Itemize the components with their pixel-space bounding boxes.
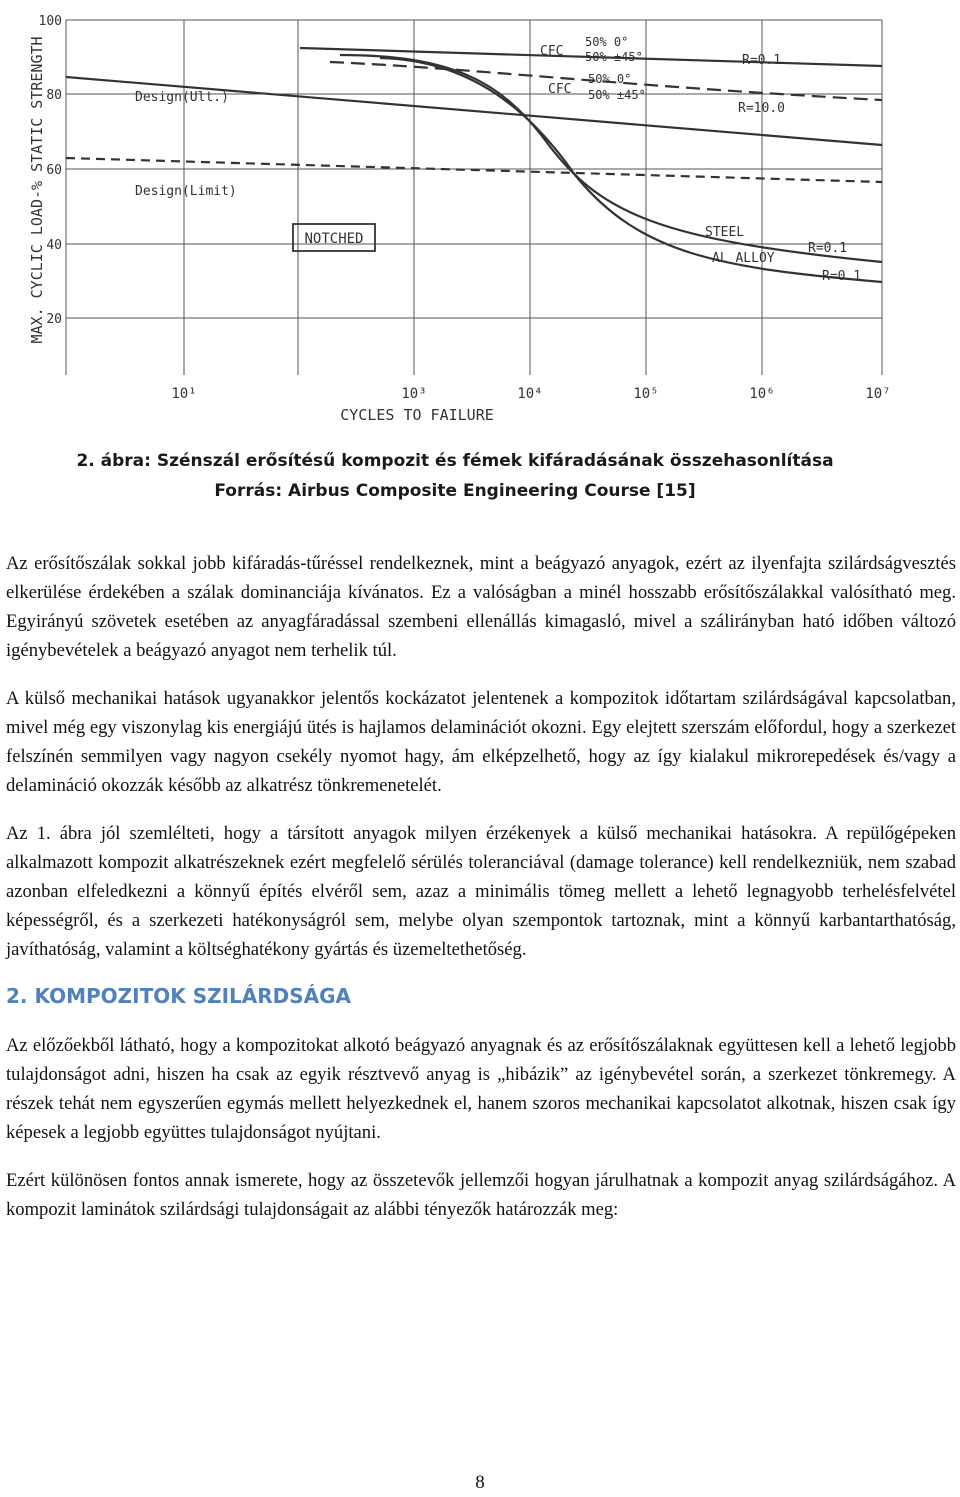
paragraph: Az erősítőszálak sokkal jobb kifáradás-tűréssel rendelkeznek, mint a beágyazó anyagok, ezért az ilyenfajta szilárdságvesztés elkerülése érdekében a szálak dominanciája kívánatos. Ez a valóságban a minél hosszabb erősítőszálakkal valósítható meg. Egyirányú szövetek esetében az anyagfáradással szembeni ellenállás kimagasló, mivel a szálirányban ható időben változó igénybevételek a beágyazó anyagot nem terhelik túl.: [6, 553, 956, 661]
body-text: [6, 549, 956, 1243]
y-tick: 40: [46, 238, 62, 253]
steel-r-label: R=0.1: [808, 241, 848, 256]
alloy-r-label: R=0.1: [822, 269, 862, 284]
y-tick: 60: [46, 163, 62, 178]
paragraph: Az 1. ábra jól szemlélteti, hogy a társított anyagok milyen érzékenyek a külső mechanikai hatásokra. A repülőgépeken alkalmazott kompozit alkatrészeknek ezért megfelelő sérülés toleranciával (damage tolerance) kell rendelkezniük, nem szabad azonban elfeledkezni a könnyű építés elvéről sem, azaz a minimális tömeg mellett a lehető legnagyobb terhelésfelvétel képességről, és a szerkezeti hatékonyságról sem, melybe olyan szempontok tartoznak, mint a könnyű karbantarthatóság, javíthatóság, valamint a költséghatékony gyártás és üzemeltethetőség.: [6, 823, 956, 960]
figure-caption: 2. ábra: Szénszál erősítésű kompozit és fémek kifáradásának összehasonlítása: [76, 451, 834, 471]
alloy-label: AL ALLOY: [712, 251, 775, 266]
y-tick: 20: [46, 312, 62, 327]
design-limit-label: Design(Limit): [135, 184, 237, 199]
cfc-2-name: CFC: [548, 82, 572, 97]
steel-curve: [340, 55, 882, 262]
steel-label: STEEL: [705, 225, 745, 240]
x-tick: 10⁷: [865, 386, 891, 402]
notched-label: NOTCHED: [304, 231, 364, 247]
x-tick: 10⁴: [517, 386, 543, 402]
cfc-1-r: R=0.1: [742, 53, 782, 68]
y-axis-label: MAX. CYCLIC LOAD-% STATIC STRENGTH: [28, 36, 46, 344]
section-heading: 2. KOMPOZITOK SZILÁRDSÁGA: [6, 984, 352, 1008]
fatigue-chart: [0, 0, 960, 515]
cfc-2-r: R=10.0: [738, 101, 785, 116]
paragraph: Az előzőekből látható, hogy a kompozitokat alkotó beágyazó anyagnak és az erősítőszálaknak együttesen kell a lehető legjobb tulajdonságot adni, hiszen ha csak az egyik résztvevő anyag is „hibázik” az igénybevétel során, a szerkezet tönkremegy. A részek tehát nem egyszerűen egymás mellett helyezkednek el, hanem szoros mechanikai kapcsolatot alkotnak, hiszen csak így képesek a legjobb együttes tulajdonságot nyújtani.: [6, 1035, 956, 1143]
figure-source: Forrás: Airbus Composite Engineering Course [15]: [214, 481, 696, 501]
x-tick: 10¹: [171, 386, 197, 402]
x-tick: 10⁶: [749, 386, 775, 402]
fatigue-figure: [0, 0, 960, 515]
cfc-2-line2: 50% ±45°: [588, 88, 646, 102]
y-tick: 100: [38, 14, 62, 29]
y-tick: 80: [46, 88, 62, 103]
x-tick: 10³: [401, 386, 427, 402]
cfc-2-line1: 50% 0°: [588, 72, 632, 86]
x-tick: 10⁵: [633, 386, 659, 402]
page-number: 8: [475, 1472, 485, 1493]
cfc-1-name: CFC: [540, 44, 564, 59]
cfc-1-line1: 50% 0°: [585, 35, 629, 49]
paragraph: Ezért különösen fontos annak ismerete, hogy az összetevők jellemzői hogyan járulhatnak a kompozit anyag szilárdságához. A kompozit laminátok szilárdsági tulajdonságait az alábbi tényezők határozzák meg:: [6, 1170, 956, 1220]
x-axis-label: CYCLES TO FAILURE: [340, 406, 494, 424]
cfc-1-line2: 50% ±45°: [585, 50, 643, 64]
paragraph: A külső mechanikai hatások ugyanakkor jelentős kockázatot jelentenek a kompozitok időtartam szilárdságával kapcsolatban, mivel még egy viszonylag kis energiájú ütés is hajlamos delaminációt okozni. Egy elejtett szerszám előfordul, hogy a szerkezet felszínén semmilyen vagy nagyon csekély nyomot hagy, ám elképzelhető, hogy az így kialakul mikrorepedések és/vagy a delamináció okozzák később az alkatrész tönkremenetelét.: [6, 688, 956, 796]
design-limit-line: [66, 158, 882, 182]
design-ult-label: Design(Ult.): [135, 90, 229, 105]
